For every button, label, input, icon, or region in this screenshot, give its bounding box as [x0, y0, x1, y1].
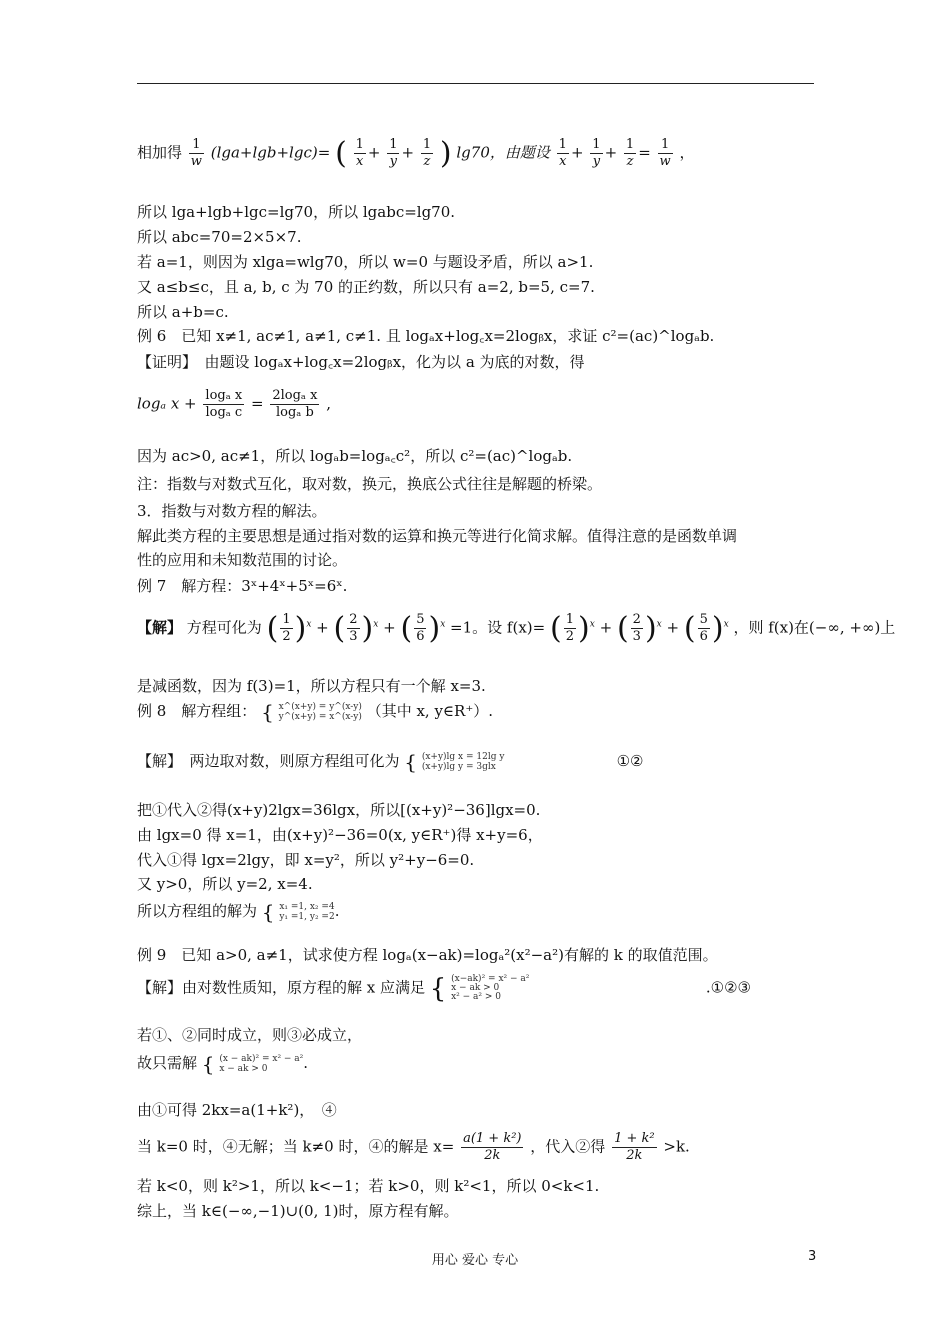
example-7-heading: 例 7 解方程：3ˣ+4ˣ+5ˣ=6ˣ.: [137, 577, 348, 595]
proof-line: 【证明】 由题设 logₐx+log꜀x=2logᵦx，化为以 a 为底的对数，得: [137, 353, 585, 371]
sum-prefix: 相加得: [137, 143, 183, 162]
frac-ratio: $\frac{\text{1 + k²}}{2k}$: [614, 1131, 655, 1163]
ex8-solution-line: 【解】 两边取对数，则原方程组可化为 { (x+y)lg x = 12lg y (x+y)lg y = 3glx ①②: [137, 750, 644, 774]
text-line: 把①代入②得(x+y)2lgx=36lgx，所以[(x+y)²−36]lgx=0.: [137, 801, 541, 819]
note-line: 注：指数与对数式互化，取对数，换元，换底公式往往是解题的桥梁。: [137, 475, 603, 493]
text-line: 性的应用和未知数范围的讨论。: [137, 551, 348, 569]
text-line: 解此类方程的主要思想是通过指对数的运算和换元等进行化简求解。值得注意的是函数单调: [137, 527, 738, 545]
text-line: 由①可得 2kx=a(1+k²)， ④: [137, 1101, 337, 1119]
header-rule: [137, 83, 814, 84]
text-line: 所以 a+b=c.: [137, 303, 229, 321]
frac-1-over-y: $\frac{1}{y}$: [389, 137, 398, 169]
text-line: 代入①得 lgx=2lgy，即 x=y²，所以 y²+y−6=0.: [137, 851, 475, 869]
text-line: 若 a=1，则因为 xlga=wlg70，所以 w=0 与题设矛盾，所以 a>1.: [137, 253, 594, 271]
conclusion-line: 综上，当 k∈(−∞,−1)∪(0, 1)时，原方程有解。: [137, 1202, 459, 1220]
text-line: 所以 lga+lgb+lgc=lg70，所以 lgabc=lg70.: [137, 203, 456, 221]
text-line: 若 k<0，则 k²>1，所以 k<−1；若 k>0，则 k²<1，所以 0<k<1.: [137, 1177, 600, 1195]
sum-lg70: lg70，由题设: [456, 143, 550, 162]
sum-lg-terms: (lga+lgb+lgc)=: [210, 143, 331, 162]
example-9-heading: 例 9 已知 a>0, a≠1，试求使方程 logₐ(x−ak)=logₐ²(x²−a²)有解的 k 的取值范围。: [137, 946, 718, 964]
text-line: 因为 ac>0, ac≠1，所以 logₐb=logₐ꜀c²，所以 c²=(ac)^logₐb.: [137, 447, 573, 465]
frac-1-over-w: $\frac{1}{w}$: [190, 137, 202, 169]
ex9-reduced-system: (x − ak)² = x² − a² x − ak > 0: [219, 1054, 304, 1074]
ex9-case-line: 当 k=0 时，④无解；当 k≠0 时，④的解是 x= $\frac{\text{a(1 + k²)}}{2k}$ ，代入②得 $\frac{\text{1 + k²}}{2k}$ >k.: [137, 1131, 690, 1163]
page-number: 3: [808, 1249, 817, 1264]
ex9-condition-system: (x−ak)² = x² − a² x − ak > 0 x² − a² > 0: [451, 974, 530, 1002]
proof-equation: logₐ x + $\frac{\text{logₐ x}}{\text{logₐ c}}$ = $\frac{\text{2logₐ x}}{\text{logₐ b}}$ ,: [137, 388, 331, 420]
ex8-log-system: (x+y)lg x = 12lg y (x+y)lg y = 3glx: [421, 752, 505, 772]
ex8-answer-line: 所以方程组的解为 { x₁ =1, x₂ =4 y₁ =1, y₂ =2 .: [137, 900, 340, 924]
ex9-reduce-line: 故只需解 { (x − ak)² = x² − a² x − ak > 0 .: [137, 1052, 309, 1076]
text-line: 又 y>0，所以 y=2, x=4.: [137, 875, 313, 893]
text-line: 又 a≤b≤c，且 a, b, c 为 70 的正约数，所以只有 a=2, b=5, c=7.: [137, 278, 595, 296]
example-6-heading: 例 6 已知 x≠1, ac≠1, a≠1, c≠1. 且 logₐx+log꜀x=2logᵦx，求证 c²=(ac)^logₐb.: [137, 327, 715, 345]
page-footer: 用心 爱心 专心: [431, 1253, 519, 1268]
example-8-heading: 例 8 解方程组： { x^(x+y) = y^(x-y) y^(x+y) = x^(x-y) （其中 x, y∈R⁺）.: [137, 700, 494, 724]
frac-1-over-x: $\frac{1}{x}$: [355, 137, 364, 169]
text-line: 是减函数，因为 f(3)=1，所以方程只有一个解 x=3.: [137, 677, 486, 695]
section-heading: 3．指数与对数方程的解法。: [137, 502, 327, 520]
ex7-solution-line: 【解】 方程可化为 ( $\frac{1}{2}$ )$^x$ + ( $\frac{2}{3}$ )$^x$ + ( $\frac{5}{6}$ )$^x$ =1。设 f(x)= ( $\frac{1}{2}$ )$^x$ + ( $\frac{2}{3}$ )$^x$ + ( $\frac{5}{6}$ )$^x$ ，则 f(x)在(−∞, +∞)上: [137, 610, 896, 646]
text-line: 所以 abc=70=2×5×7.: [137, 228, 302, 246]
ex8-system: x^(x+y) = y^(x-y) y^(x+y) = x^(x-y): [278, 702, 362, 722]
ex9-solution-line: 【解】由对数性质知，原方程的解 x 应满足 { (x−ak)² = x² − a² x − ak > 0 x² − a² > 0 .①②③: [137, 973, 752, 1004]
frac-1-over-z: $\frac{1}{z}$: [422, 137, 432, 169]
text-line: 由 lgx=0 得 x=1，由(x+y)²−36=0(x, y∈R⁺)得 x+y=6，: [137, 826, 543, 844]
sum-line: 相加得 $\frac{1}{w}$ (lga+lgb+lgc)= ( $\frac{1}{x}$ + $\frac{1}{y}$ + $\frac{1}{z}$ ) lg70，由题设 $\frac{1}{x}$ + $\frac{1}{y}$ + $\frac{1}{z}$ = $\frac{1}{w}$ ，: [137, 135, 695, 171]
ex8-answer-system: x₁ =1, x₂ =4 y₁ =1, y₂ =2: [279, 902, 335, 922]
frac-x-solution: $\frac{\text{a(1 + k²)}}{2k}$: [463, 1131, 522, 1163]
text-line: 若①、②同时成立，则③必成立，: [137, 1026, 363, 1044]
